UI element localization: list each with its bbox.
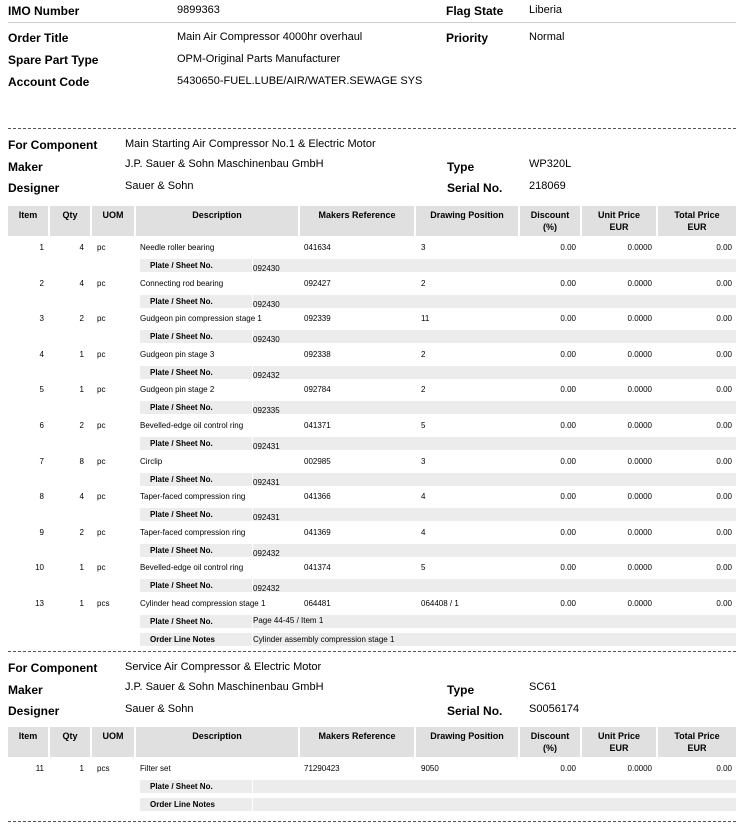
plate-sheet-label: Plate / Sheet No. [150,545,213,555]
serial-value: 218069 [529,180,566,192]
qty-cell: 1 [79,599,84,608]
unit-price-cell: 0.0000 [627,599,652,608]
discount-cell: 0.00 [560,599,576,608]
item-cell: 10 [35,563,44,573]
total-price-cell: 0.00 [716,764,732,773]
uom-cell: pc [97,278,106,288]
qty-cell: 1 [79,764,84,773]
discount-cell: 0.00 [560,421,576,430]
plate-value-bar [253,544,736,557]
plate-sheet-label: Plate / Sheet No. [150,617,213,626]
total-price-cell: 0.00 [716,278,732,288]
imo-label: IMO Number [8,4,80,18]
table-row [8,758,736,812]
item-cell: 9 [39,527,44,537]
serial-label: Serial No. [447,181,503,195]
maker-label: Maker [8,683,43,697]
drawing-position-cell: 2 [421,349,426,359]
unit-price-cell: 0.0000 [627,314,652,324]
table-row [8,273,736,309]
column-header-text: Qty [62,731,78,741]
drawing-position-cell: 4 [421,527,426,537]
description-cell: Connecting rod bearing [140,278,224,288]
priority-label: Priority [446,31,489,45]
uom-cell: pc [97,527,106,537]
qty-cell: 1 [79,349,84,359]
serial-label: Serial No. [447,704,503,718]
column-header-uom [92,206,134,236]
column-header-text: Item [18,210,38,220]
column-header-discount [520,206,580,236]
description-cell: Bevelled-edge oil control ring [140,421,244,430]
column-header-unit-price [582,206,656,236]
table-row [8,557,736,593]
makers-reference-cell: 041634 [304,243,331,252]
table-row [8,522,736,558]
unit-price-cell: 0.0000 [627,421,652,430]
column-header-line: Discount [530,210,570,220]
uom-cell: pc [97,563,106,573]
table-row [8,379,736,415]
table-row [8,237,736,273]
drawing-position-cell: 4 [421,492,426,502]
item-cell: 4 [39,349,44,359]
item-cell: 13 [35,599,44,608]
makers-reference-cell: 71290423 [304,764,340,773]
plate-value-bar [253,473,736,486]
makers-reference-cell: 092339 [304,314,331,324]
uom-cell: pc [97,421,106,430]
unit-price-cell: 0.0000 [627,492,652,502]
type-label: Type [447,683,475,697]
discount-cell: 0.00 [560,456,576,466]
column-header-uom [92,727,134,757]
column-header-item [8,727,48,757]
description-cell: Gudgeon pin stage 3 [140,349,215,359]
table-row [8,308,736,344]
uom-cell: pcs [97,599,110,608]
for-component-value: Main Starting Air Compressor No.1 & Electric Motor [125,138,376,150]
total-price-cell: 0.00 [716,599,732,608]
uom-cell: pc [97,492,106,502]
unit-price-cell: 0.0000 [627,563,652,573]
total-price-cell: 0.00 [716,243,732,252]
drawing-position-cell: 3 [421,456,426,466]
column-header-makers-ref [300,206,414,236]
drawing-position-cell: 9050 [421,764,439,773]
drawing-position-cell: 2 [421,385,426,395]
total-price-cell: 0.00 [716,563,732,573]
makers-reference-cell: 064481 [304,599,331,608]
item-cell: 3 [39,314,44,324]
plate-value-bar [253,508,736,521]
flag-state-label: Flag State [446,4,504,18]
discount-cell: 0.00 [560,278,576,288]
designer-value: Sauer & Sohn [125,703,194,715]
plate-value-bar [253,330,736,343]
order-line-notes-value: Cylinder assembly compression stage 1 [253,635,395,644]
plate-value-bar [253,401,736,414]
column-header-unit-price [582,727,656,757]
item-cell: 6 [39,421,44,430]
plate-sheet-value: 092431 [253,513,280,523]
description-cell: Bevelled-edge oil control ring [140,563,244,573]
header-divider [8,22,736,23]
type-label: Type [447,160,475,174]
column-header-text: Qty [62,210,78,220]
maker-value: J.P. Sauer & Sohn Maschinenbau GmbH [125,681,324,693]
total-price-cell: 0.00 [716,456,732,466]
plate-value-bar [253,259,736,272]
unit-price-cell: 0.0000 [627,278,652,288]
table-row [8,451,736,487]
drawing-position-cell: 2 [421,278,426,288]
column-header-qty [50,727,90,757]
order-title-value: Main Air Compressor 4000hr overhaul [177,31,363,43]
column-header-qty [50,206,90,236]
uom-cell: pc [97,349,106,359]
discount-cell: 0.00 [560,563,576,573]
column-header-line: EUR [609,743,629,753]
drawing-position-cell: 5 [421,421,426,430]
drawing-position-cell: 064408 / 1 [421,599,459,608]
qty-cell: 8 [79,456,84,466]
order-line-notes-label: Order Line Notes [150,635,215,644]
plate-sheet-value: 092430 [253,299,280,309]
for-component-label: For Component [8,138,98,152]
column-header-makers-ref [300,727,414,757]
makers-reference-cell: 041369 [304,527,331,537]
makers-reference-cell: 041366 [304,492,331,502]
plate-sheet-value: 092431 [253,477,280,487]
serial-value: S0056174 [529,703,580,715]
plate-sheet-value: 092430 [253,264,280,273]
table-row [8,415,736,451]
plate-value-bar [253,579,736,592]
qty-cell: 2 [79,314,84,324]
column-header-text: UOM [102,210,124,220]
bottom-separator [8,821,736,822]
column-header-line: EUR [687,743,707,753]
plate-sheet-value: 092431 [253,442,280,451]
designer-label: Designer [8,181,60,195]
plate-sheet-label: Plate / Sheet No. [150,296,213,306]
column-header-line: Total Price [674,731,720,741]
item-cell: 7 [39,456,44,466]
item-cell: 2 [39,278,44,288]
column-header-line: EUR [687,222,707,232]
item-cell: 8 [39,492,44,502]
column-header-item [8,206,48,236]
unit-price-cell: 0.0000 [627,385,652,395]
unit-price-cell: 0.0000 [627,349,652,359]
description-cell: Cylinder head compression stage 1 [140,599,266,608]
makers-reference-cell: 092784 [304,385,331,395]
qty-cell: 1 [79,385,84,395]
makers-reference-cell: 041371 [304,421,331,430]
item-cell: 1 [39,243,44,252]
spare-part-type-value: OPM-Original Parts Manufacturer [177,53,341,65]
discount-cell: 0.00 [560,314,576,324]
plate-sheet-label: Plate / Sheet No. [150,782,213,791]
description-cell: Gudgeon pin compression stage 1 [140,314,262,324]
plate-sheet-label: Plate / Sheet No. [150,439,213,448]
account-code-value: 5430650-FUEL.LUBE/AIR/WATER.SEWAGE SYS [177,75,423,87]
qty-cell: 4 [79,278,84,288]
item-cell: 11 [35,764,44,773]
column-header-discount [520,727,580,757]
total-price-cell: 0.00 [716,314,732,324]
total-price-cell: 0.00 [716,421,732,430]
plate-sheet-value: 092430 [253,335,280,345]
column-header-drawing [416,206,518,236]
description-cell: Taper-faced compression ring [140,492,246,502]
description-cell: Circlip [140,456,163,466]
discount-cell: 0.00 [560,385,576,395]
column-header-drawing [416,727,518,757]
type-value: SC61 [529,681,557,693]
plate-value-bar [253,437,736,450]
column-header-description [136,727,298,757]
uom-cell: pc [97,385,106,395]
flag-state-value: Liberia [529,4,563,16]
order-line-notes-label: Order Line Notes [150,800,215,809]
column-header-text: Drawing Position [430,731,504,741]
makers-reference-cell: 092338 [304,349,331,359]
for-component-value: Service Air Compressor & Electric Motor [125,661,322,673]
uom-cell: pc [97,456,106,466]
description-cell: Filter set [140,764,171,773]
uom-cell: pcs [97,764,110,773]
table-row [8,486,736,522]
column-header-text: Drawing Position [430,210,504,220]
discount-cell: 0.00 [560,349,576,359]
plate-sheet-value: 092432 [253,584,280,594]
priority-value: Normal [529,31,565,43]
uom-cell: pc [97,314,106,324]
column-header-line: Discount [530,731,570,741]
column-header-line: Total Price [674,210,720,220]
column-header-line: (%) [543,743,557,753]
discount-cell: 0.00 [560,527,576,537]
total-price-cell: 0.00 [716,349,732,359]
maker-value: J.P. Sauer & Sohn Maschinenbau GmbH [125,158,324,170]
plate-sheet-value: 092335 [253,406,280,416]
qty-cell: 4 [79,243,84,252]
column-header-text: Makers Reference [318,210,396,220]
column-header-line: EUR [609,222,629,232]
plate-sheet-label: Plate / Sheet No. [150,367,213,377]
plate-sheet-value: 092432 [253,370,280,380]
qty-cell: 2 [79,421,84,430]
spare-part-type-label: Spare Part Type [8,53,99,67]
type-value: WP320L [529,158,572,170]
plate-value-bar [253,366,736,379]
maker-label: Maker [8,160,43,174]
qty-cell: 2 [79,527,84,537]
description-cell: Taper-faced compression ring [140,527,246,537]
drawing-position-cell: 5 [421,563,426,573]
plate-sheet-label: Plate / Sheet No. [150,261,213,270]
plate-sheet-label: Plate / Sheet No. [150,474,213,484]
plate-sheet-label: Plate / Sheet No. [150,332,213,342]
designer-label: Designer [8,704,60,718]
total-price-cell: 0.00 [716,385,732,395]
column-header-line: (%) [543,222,557,232]
item-cell: 5 [39,385,44,395]
plate-value-bar [253,295,736,308]
table-row [8,593,736,647]
discount-cell: 0.00 [560,492,576,502]
column-header-text: Item [18,731,38,741]
makers-reference-cell: 002985 [304,456,331,466]
plate-sheet-value: 092432 [253,548,280,558]
plate-value-bar [253,615,736,628]
table-row [8,344,736,380]
plate-sheet-label: Plate / Sheet No. [150,403,213,413]
column-header-line: Unit Price [597,210,640,220]
imo-value: 9899363 [177,4,220,16]
discount-cell: 0.00 [560,243,576,252]
component-separator [8,128,736,129]
unit-price-cell: 0.0000 [627,764,652,773]
description-cell: Gudgeon pin stage 2 [140,385,215,395]
discount-cell: 0.00 [560,764,576,773]
plate-sheet-value: Page 44-45 / Item 1 [253,616,324,625]
drawing-position-cell: 11 [421,314,430,324]
total-price-cell: 0.00 [716,492,732,502]
column-header-text: UOM [102,731,124,741]
column-header-total-price [658,727,736,757]
order-title-label: Order Title [8,31,69,45]
designer-value: Sauer & Sohn [125,180,194,192]
qty-cell: 1 [79,563,84,573]
plate-sheet-label: Plate / Sheet No. [150,581,213,591]
column-header-text: Description [192,731,242,741]
qty-cell: 4 [79,492,84,502]
column-header-total-price [658,206,736,236]
column-header-text: Description [192,210,242,220]
makers-reference-cell: 041374 [304,563,331,573]
unit-price-cell: 0.0000 [627,527,652,537]
account-code-label: Account Code [8,75,90,89]
column-header-text: Makers Reference [318,731,396,741]
for-component-label: For Component [8,661,98,675]
notes-value-bar [253,798,736,811]
description-cell: Needle roller bearing [140,243,215,252]
total-price-cell: 0.00 [716,527,732,537]
uom-cell: pc [97,243,106,252]
makers-reference-cell: 092427 [304,278,331,288]
plate-sheet-label: Plate / Sheet No. [150,510,213,520]
component-separator [8,651,736,652]
unit-price-cell: 0.0000 [627,243,652,252]
drawing-position-cell: 3 [421,243,426,252]
column-header-description [136,206,298,236]
column-header-line: Unit Price [597,731,640,741]
plate-value-bar [253,780,736,793]
unit-price-cell: 0.0000 [627,456,652,466]
